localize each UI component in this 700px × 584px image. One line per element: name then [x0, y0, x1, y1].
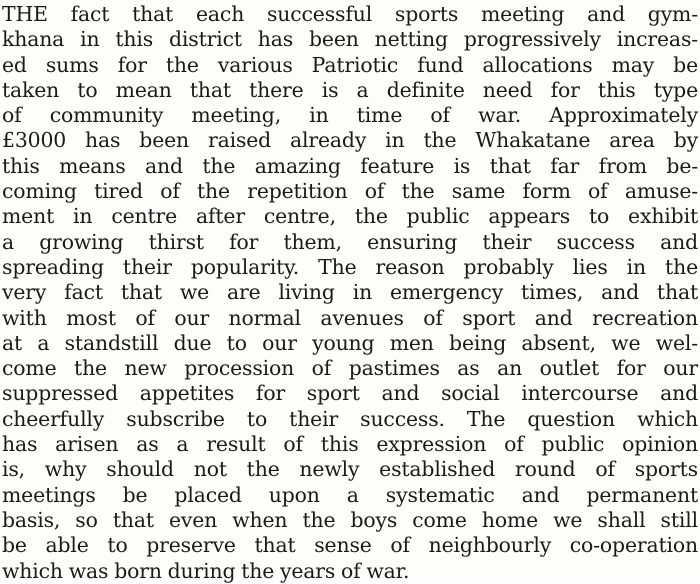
text-line-3: ed sums for the various Patriotic fund allocations may be: [2, 52, 698, 77]
text-line-9: ment in centre after centre, the public appears to exhibit: [2, 204, 698, 229]
article-text: [2, 2, 698, 584]
text-line-16: suppressed appetites for sport and social intercourse and: [2, 381, 698, 406]
text-line-11: spreading their popularity. The reason probably lies in the: [2, 254, 698, 279]
text-line-1: THE fact that each successful sports meeting and gym-: [2, 2, 698, 26]
text-line-20: meetings be placed upon a systematic and permanent: [2, 482, 698, 507]
text-line-21: basis, so that even when the boys come home we shall still: [2, 507, 698, 532]
text-line-22: be able to preserve that sense of neighbourly co-operation: [2, 533, 698, 558]
text-line-2: khana in this district has been netting progressively increas-: [2, 27, 698, 52]
text-line-4: taken to mean that there is a definite need for this type: [2, 77, 698, 102]
text-line-17: cheerfully subscribe to their success. The question which: [2, 406, 698, 431]
text-line-8: coming tired of the repetition of the same form of amuse-: [2, 179, 698, 204]
text-line-10: a growing thirst for them, ensuring their success and: [2, 229, 698, 254]
text-line-18: has arisen as a result of this expression of public opinion: [2, 432, 698, 457]
text-line-13: with most of our normal avenues of sport and recreation: [2, 305, 698, 330]
text-line-5: of community meeting, in time of war. Approximately: [2, 103, 698, 128]
text-line-6: £3000 has been raised already in the Whakatane area by: [2, 128, 698, 153]
text-line-12: very fact that we are living in emergency times, and that: [2, 280, 698, 305]
text-line-14: at a standstill due to our young men being absent, we wel-: [2, 330, 698, 355]
text-line-7: this means and the amazing feature is that far from be-: [2, 153, 698, 178]
text-line-15: come the new procession of pastimes as an outlet for our: [2, 356, 698, 381]
text-line-23: which was born during the years of war.: [2, 558, 410, 583]
text-line-19: is, why should not the newly established round of sports: [2, 457, 698, 482]
